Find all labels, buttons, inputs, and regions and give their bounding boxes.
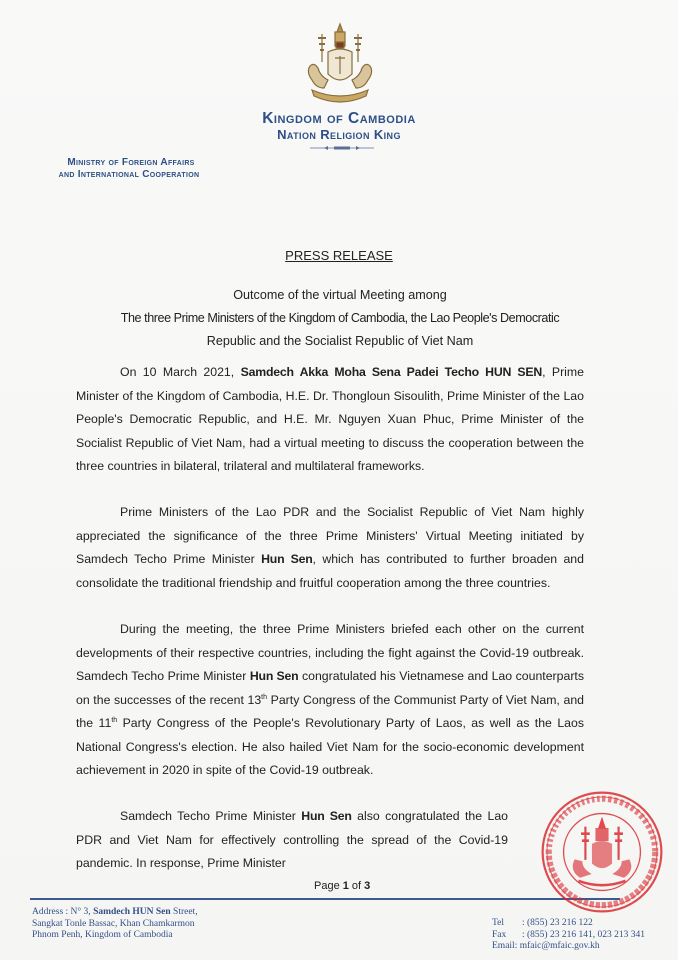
decorative-divider-icon	[310, 145, 374, 151]
paragraph-text: also congratulated the Lao PDR and Viet Nam for effectively controlling the spread of the Covid-19 pandemic. In response, Prime Minister	[76, 809, 508, 870]
email-value[interactable]: : mfaic@mfaic.gov.kh	[514, 941, 600, 951]
address-text: Street,	[170, 907, 198, 917]
official-seal-stamp-icon	[540, 790, 664, 914]
page-separator: of	[348, 880, 365, 892]
tel-value: : (855) 23 216 122	[522, 918, 593, 928]
paragraph-text: Party Congress of the People's Revolutionary Party of Laos, as well as the Laos National Congress's election. He also hailed Viet Nam for the socio-economic development achievement in 2020 in spite of the Covid-19 outbreak.	[76, 716, 585, 777]
fax-label: Fax	[492, 929, 507, 940]
footer-divider	[30, 898, 620, 900]
footer-contact	[492, 918, 645, 953]
national-motto: Nation Religion King	[277, 127, 401, 142]
royal-coat-of-arms-icon	[302, 22, 378, 108]
subtitle-line-1: Outcome of the virtual Meeting among	[233, 288, 447, 302]
ordinal-suffix: th	[261, 693, 268, 701]
pm-name-bold: Hun Sen	[249, 669, 299, 683]
paragraph-3	[76, 618, 584, 783]
subtitle-line-3: Republic and the Socialist Republic of Viet Nam	[206, 334, 474, 348]
address-line-2: Sangkat Tonle Bassac, Khan Chamkarmon	[32, 918, 195, 929]
ministry-line-2: and International Cooperation	[58, 169, 200, 180]
ministry-name	[34, 157, 224, 181]
paragraph-text: , Prime Minister of the Kingdom of Cambodia, H.E. Dr. Thongloun Sisoulith, Prime Minister of the Lao People's Democratic Republic, and H.E. Mr. Nguyen Xuan Phuc, Prime Minister of the Socialist Republic of Viet Nam, had a virtual meeting to discuss the cooperation between the three countries in bilateral, trilateral and multilateral frameworks.	[76, 365, 584, 473]
ordinal-suffix: th	[111, 716, 118, 724]
paragraph-text: , which has contributed to further broaden and consolidate the traditional friendship and fruitful cooperation among the three countries.	[76, 552, 584, 590]
address-text: Address : N° 3,	[32, 907, 94, 917]
footer-address	[32, 907, 198, 942]
press-release-subtitle	[60, 284, 620, 353]
paragraph-2	[76, 501, 584, 595]
pm-name-bold: Samdech Akka Moha Sena Padei Techo HUN SEN	[240, 365, 543, 379]
fax-value: : (855) 23 216 141, 023 213 341	[522, 929, 645, 940]
paragraph-text: Party Congress of the Communist Party of Viet Nam, and the 11	[76, 692, 584, 730]
pm-name-bold: Hun Sen	[261, 552, 313, 566]
page-current: 1	[342, 880, 349, 892]
paragraph-text: Prime Ministers of the Lao PDR and the Socialist Republic of Viet Nam highly appreciated the significance of the three Prime Ministers' Virtual Meeting initiated by Samdech Techo Prime Minister	[76, 505, 584, 566]
paragraph-text: congratulated his Vietnamese and Lao counterparts on the successes of the recent 13	[76, 669, 584, 707]
address-street-bold: Samdech HUN Sen	[93, 907, 171, 917]
ministry-line-1: Ministry of Foreign Affairs	[67, 157, 195, 168]
paragraph-text: On 10 March 2021,	[120, 365, 241, 379]
subtitle-line-2: The three Prime Ministers of the Kingdom of Cambodia, the Lao People's Democratic	[120, 311, 560, 325]
tel-label: Tel	[492, 918, 504, 928]
kingdom-heading: Kingdom of Cambodia	[262, 110, 416, 127]
page-label: Page	[314, 880, 343, 892]
paragraph-4	[76, 805, 508, 876]
paragraph-1	[76, 361, 584, 479]
paragraph-text: Samdech Techo Prime Minister	[120, 809, 302, 823]
page-number	[314, 880, 370, 892]
pm-name-bold: Hun Sen	[301, 809, 352, 823]
paragraph-text: During the meeting, the three Prime Ministers briefed each other on the current developments of their respective countries, including the fight against the Covid-19 outbreak. Samdech Techo Prime Minister	[76, 622, 584, 683]
page-total: 3	[364, 880, 371, 892]
press-release-title: PRESS RELEASE	[285, 248, 393, 263]
email-label: Email	[492, 941, 515, 951]
address-line-3: Phnom Penh, Kingdom of Cambodia	[32, 930, 173, 940]
